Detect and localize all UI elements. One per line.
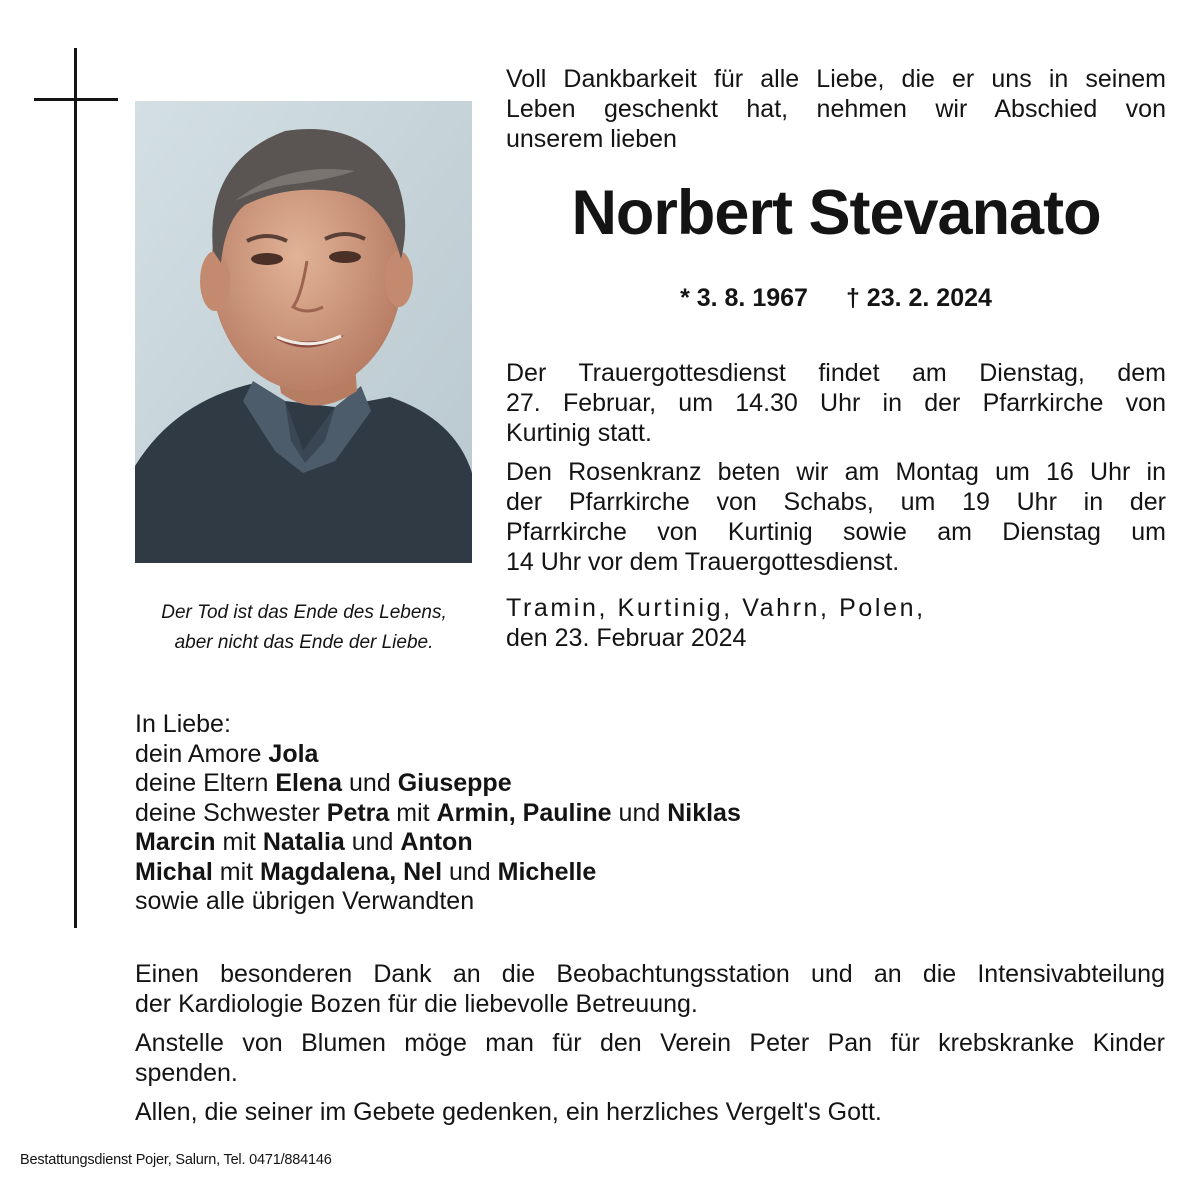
rosary-info	[506, 457, 1166, 577]
service-line: 27. Februar, um 14.30 Uhr in der Pfarrkirche von	[506, 389, 1166, 417]
thanks-line: der Kardiologie Bozen für die liebevolle Betreuung.	[135, 990, 698, 1018]
cross-icon	[74, 48, 77, 928]
mourner-name: Elena	[275, 769, 343, 797]
undertaker-credit: Bestattungsdienst Pojer, Salurn, Tel. 0471/884146	[20, 1152, 332, 1168]
mourner-row: sowie alle übrigen Verwandten	[135, 887, 475, 915]
portrait-photo	[135, 101, 472, 563]
mourner-name: Giuseppe	[397, 769, 512, 797]
mourner-row	[135, 769, 741, 799]
motto-line: Der Tod ist das Ende des Lebens,	[161, 602, 447, 623]
mourner-text: dein Amore	[135, 739, 269, 768]
donation-line: Anstelle von Blumen möge man für den Verein Peter Pan für krebskranke Kinder	[135, 1029, 1165, 1057]
place-and-date	[506, 593, 1166, 653]
mourner-row	[135, 858, 741, 888]
mourner-text: deine Schwester	[135, 798, 327, 827]
motto-line: aber nicht das Ende der Liebe.	[174, 632, 434, 653]
mourner-name: Jola	[268, 739, 319, 768]
rosary-line: 14 Uhr vor dem Trauergottesdienst.	[506, 548, 900, 576]
mourner-name: Natalia	[262, 828, 345, 856]
mourner-name: Magdalena, Nel	[260, 857, 443, 886]
mourner-text: und	[344, 828, 401, 856]
closing-paragraph	[135, 1097, 1165, 1127]
mourner-text: mit	[389, 798, 437, 827]
mourners-list	[135, 710, 741, 917]
mourner-text: und	[442, 857, 498, 886]
mourner-text: und	[342, 769, 398, 797]
mourner-name: Niklas	[667, 798, 741, 827]
mourner-name: Anton	[400, 828, 473, 856]
donation-paragraph	[135, 1028, 1165, 1088]
funeral-service-info	[506, 358, 1166, 448]
mourner-name: Armin, Pauline	[436, 798, 612, 827]
intro-line: unserem lieben	[506, 125, 677, 153]
date-line: den 23. Februar 2024	[506, 624, 747, 652]
intro-line: Voll Dankbarkeit für alle Liebe, die er uns in seinem	[506, 65, 1166, 93]
deceased-name: Norbert Stevanato	[571, 178, 1101, 248]
mourner-text: deine Eltern	[135, 769, 276, 797]
mourner-row	[135, 799, 741, 829]
motto-quote	[120, 598, 488, 658]
intro-text	[506, 64, 1166, 154]
mourner-text: mit	[215, 828, 263, 856]
service-line: Kurtinig statt.	[506, 419, 652, 447]
mourner-row	[135, 740, 741, 770]
place-line: Tramin, Kurtinig, Vahrn, Polen,	[506, 594, 926, 622]
thanks-line: Einen besonderen Dank an die Beobachtungsstation und an die Intensivabteilung	[135, 960, 1165, 988]
mourner-row	[135, 828, 741, 858]
rosary-line: Den Rosenkranz beten wir am Montag um 16 Uhr in	[506, 458, 1166, 486]
intro-line: Leben geschenkt hat, nehmen wir Abschied von	[506, 95, 1166, 123]
mourner-name: Michelle	[497, 857, 597, 886]
mourner-name: Michal	[135, 857, 213, 886]
rosary-line: der Pfarrkirche von Schabs, um 19 Uhr in der	[506, 488, 1166, 516]
mourner-text: mit	[212, 857, 261, 886]
thanks-paragraph	[135, 959, 1165, 1019]
rosary-line: Pfarrkirche von Kurtinig sowie am Dienstag um	[506, 518, 1166, 546]
closing-line: Allen, die seiner im Gebete gedenken, ein herzliches Vergelt's Gott.	[135, 1098, 882, 1126]
cross-icon-bar	[34, 98, 118, 101]
death-date: † 23. 2. 2024	[845, 284, 992, 312]
donation-line: spenden.	[135, 1059, 238, 1087]
mourner-text: und	[611, 798, 668, 827]
birth-date: * 3. 8. 1967	[680, 284, 808, 312]
mourner-name: Marcin	[135, 828, 216, 856]
mourner-name: Petra	[326, 798, 390, 827]
life-dates	[506, 282, 1166, 314]
mourners-heading: In Liebe:	[135, 710, 231, 738]
service-line: Der Trauergottesdienst findet am Dienstag, dem	[506, 359, 1166, 387]
